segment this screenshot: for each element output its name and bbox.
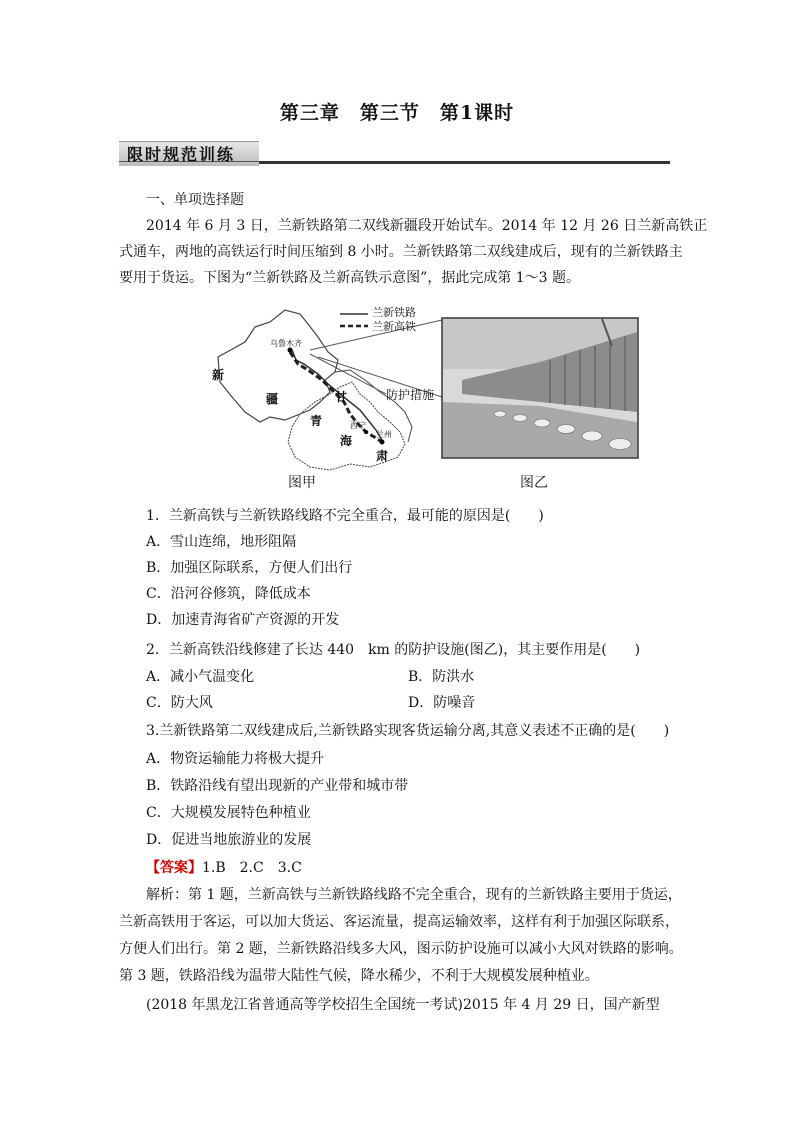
banner-underline (259, 161, 670, 164)
caption-figure-a: 图甲 (288, 475, 316, 491)
banner-label: 限时规范训练 (127, 145, 236, 164)
caption-figure-b: 图乙 (520, 475, 548, 491)
pointer-line-2 (310, 354, 386, 394)
question-3-option-c: C．大规模发展特色种植业 (146, 805, 311, 821)
question-1-option-c: C．沿河谷修筑，降低成本 (146, 586, 311, 602)
intro-line-2: 式通车，两地的高铁运行时间压缩到 8 小时。兰新铁路第二双线建成后，现有的兰新铁路主 (119, 244, 683, 260)
question-3-option-a: A．物资运输能力将极大提升 (146, 751, 325, 767)
question-3-option-b: B．铁路沿线有望出现新的产业带和城市带 (146, 778, 409, 794)
explanation-line-4: 第 3 题，铁路沿线为温带大陆性气候，降水稀少，不利于大规模发展种植业。 (119, 968, 599, 984)
explanation-line-1: 解析：第 1 题，兰新高铁与兰新铁路线路不完全重合，现有的兰新铁路主要用于货运， (146, 887, 682, 903)
intro-line-3: 要用于货运。下图为“兰新铁路及兰新高铁示意图”，据此完成第 1～3 题。 (119, 270, 581, 286)
question-2-stem: 2．兰新高铁沿线修建了长达 440 km 的防护设施(图乙)，其主要作用是( ) (146, 642, 641, 658)
question-3-stem: 3.兰新铁路第二双线建成后,兰新铁路实现客货运输分离,其意义表述不正确的是( ) (146, 723, 670, 739)
intro-line-1: 2014 年 6 月 3 日，兰新铁路第二双线新疆段开始试车。2014 年 12 月 26 日兰新高铁正 (146, 218, 708, 234)
city-urumqi-label: 乌鲁木齐 (270, 339, 302, 348)
protection-label: 防护措施 (386, 388, 435, 402)
city-xining-label: 西宁 (350, 421, 366, 430)
region-jiang-label: 疆 (266, 392, 279, 406)
section-banner (119, 141, 670, 165)
question-2-option-a: A．减小气温变化 (146, 669, 255, 685)
answer-text: 1.B 2.C 3.C (202, 860, 302, 876)
region-hai-label: 海 (340, 434, 353, 448)
question-2-option-b: B．防洪水 (408, 669, 475, 685)
legend-hsr-label: 兰新高铁 (372, 320, 416, 333)
lanzhou-dot (380, 440, 385, 445)
answer-tag: 【答案】 (146, 860, 202, 876)
legend-rail-label: 兰新铁路 (372, 306, 416, 319)
figure (200, 302, 640, 494)
question-2-option-c: C．防大风 (146, 695, 213, 711)
next-intro-line: (2018 年黑龙江省普通高等学校招生全国统一考试)2015 年 4 月 29 日，国产新型 (146, 997, 660, 1013)
page-title: 第三章 第三节 第1课时 (279, 102, 515, 124)
question-3-option-d: D．促进当地旅游业的发展 (146, 832, 312, 848)
region-xin-label: 新 (212, 368, 225, 382)
section-heading: 一、单项选择题 (146, 192, 244, 208)
question-1-stem: 1．兰新高铁与兰新铁路线路不完全重合，最可能的原因是( ) (146, 508, 544, 524)
explanation-line-3: 方便人们出行。第 2 题，兰新铁路沿线多大风，图示防护设施可以减小大风对铁路的影响。 (119, 941, 683, 957)
question-2-option-d: D．防噪音 (408, 695, 476, 711)
question-1-option-b: B．加强区际联系，方便人们出行 (146, 560, 353, 576)
answer-line (146, 857, 302, 879)
explanation-line-2: 兰新高铁用于客运，可以加大货运、客运流量，提高运输效率，这样有利于加强区际联系， (119, 914, 679, 930)
city-lanzhou-label: 兰州 (376, 430, 392, 439)
region-gan-label: 甘 (335, 390, 348, 404)
question-1-option-d: D．加速青海省矿产资源的开发 (146, 612, 340, 628)
region-qing-label: 青 (310, 414, 323, 428)
question-1-option-a: A．雪山连绵，地形阻隔 (146, 534, 297, 550)
region-su-label: 肃 (376, 449, 389, 463)
